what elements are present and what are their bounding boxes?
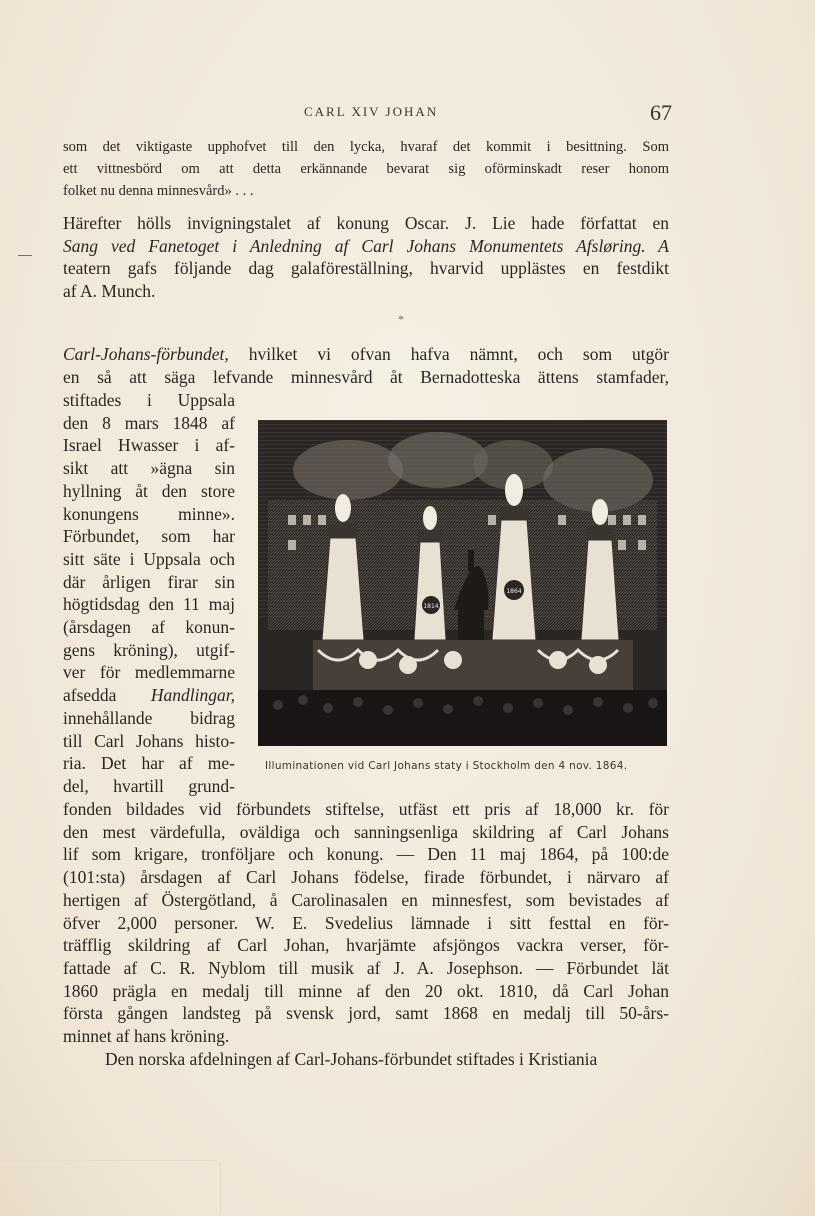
- text-line: (101:sta) årsdagen af Carl Johans födelse, firade förbundet, i närvaro af: [63, 867, 669, 888]
- text-line: den 8 mars 1848 af: [63, 412, 235, 433]
- paragraph-narrow-column: [63, 389, 235, 798]
- library-stamp-mark: [0, 1160, 221, 1211]
- text-line: första gången landsteg på svensk jord, samt 1868 en medalj till 50-års-: [63, 1003, 669, 1024]
- paragraph-forbundet-intro: [63, 343, 669, 388]
- text-line: öfver 2,000 personer. W. E. Svedelius lämnade i sitt festtal en för-: [63, 912, 669, 933]
- text-line: ett vittnesbörd om att detta erkännande bevarat sig oförminskadt reser honom: [63, 161, 669, 177]
- text-line: sitt säte i Uppsala och: [63, 548, 235, 569]
- text-line: ria. Det har af me-: [63, 753, 235, 774]
- text-line: Förbundet, som har: [63, 526, 235, 547]
- illumination-engraving-image: [258, 420, 667, 746]
- margin-mark: [18, 255, 32, 256]
- running-head: [0, 100, 815, 126]
- text-line: hyllning åt den store: [63, 480, 235, 501]
- page-number: 67: [650, 100, 672, 125]
- text-line: af A. Munch.: [63, 280, 156, 301]
- text-line: del, hvartill grund-: [63, 775, 235, 796]
- figure-caption: Illuminationen vid Carl Johans staty i Stockholm den 4 nov. 1864.: [265, 760, 628, 772]
- text-line: högtidsdag den 11 maj: [63, 594, 235, 615]
- obelisk-year-1864: 1864: [506, 588, 522, 595]
- text-line: till Carl Johans histo-: [63, 730, 235, 751]
- text-line: konungens minne».: [63, 503, 235, 524]
- text-line: fonden bildades vid förbundets stiftelse, utfäst ett pris af 18,000 kr. för: [63, 799, 669, 819]
- obelisk-year-1814: 1814: [423, 603, 439, 610]
- text-line: som det viktigaste upphofvet till den lycka, hvaraf det kommit i besittning. Som: [63, 139, 669, 155]
- text-line: en så att säga lefvande minnesvård åt Bernadotteska ättens stamfader,: [63, 366, 669, 387]
- paragraph-inauguration: [63, 212, 669, 302]
- text-line: stiftades i Uppsala: [63, 390, 235, 410]
- text-line: sikt att »ägna sin: [63, 458, 235, 479]
- text-line: Härefter hölls invigningstalet af konung Oscar. J. Lie hade författat en: [63, 213, 669, 233]
- text-line: gens kröning), utgif-: [63, 639, 235, 660]
- text-line: afsedda Handlingar,: [63, 685, 235, 706]
- text-line: hertigen af Östergötland, å Carolinasalen en minnesfest, som bevistades af: [63, 889, 669, 910]
- text-line: ver för medlemmarne: [63, 662, 235, 683]
- text-line: teatern gafs följande dag galaföreställning, hvarvid upplästes en festdikt: [63, 258, 669, 278]
- text-line: den mest värdefulla, oväldiga och sanningsenliga skildring af Carl Johans: [63, 821, 669, 842]
- text-line: innehållande bidrag: [63, 707, 235, 728]
- text-line: Carl-Johans-förbundet, hvilket vi ofvan hafva nämnt, och som utgör: [63, 344, 669, 364]
- text-line: 1860 prägla en medalj till minne af den 20 okt. 1810, då Carl Johan: [63, 980, 669, 1001]
- text-line: lif som krigare, tronföljare och konung. — Den 11 maj 1864, på 100:de: [63, 844, 669, 865]
- text-line: där årligen firar sin: [63, 571, 235, 592]
- illustration-engraving: [258, 420, 667, 746]
- text-line: minnet af hans kröning.: [63, 1026, 230, 1047]
- text-line: fattade af C. R. Nyblom till musik af J. A. Josephson. — Förbundet lät: [63, 957, 669, 978]
- running-title: CARL XIV JOHAN: [304, 104, 439, 119]
- text-line: träfflig skildring af Carl Johan, hvarjämte afsjöngos vackra verser, för-: [63, 935, 669, 956]
- text-line: folket nu denna minnesvård» . . .: [63, 183, 254, 199]
- paragraph-quote-end: [63, 136, 669, 202]
- text-line-italic-title: Sang ved Fanetoget i Anledning af Carl Johans Monumentets Afsløring. A: [63, 235, 669, 256]
- text-line: (årsdagen af konun-: [63, 617, 235, 638]
- paragraph-forbundet-continued: [63, 798, 669, 1070]
- text-line: Den norska afdelningen af Carl-Johans-förbundet stiftades i Kristiania: [105, 1048, 598, 1069]
- section-separator: *: [398, 312, 404, 326]
- text-line: Israel Hwasser i af-: [63, 435, 235, 456]
